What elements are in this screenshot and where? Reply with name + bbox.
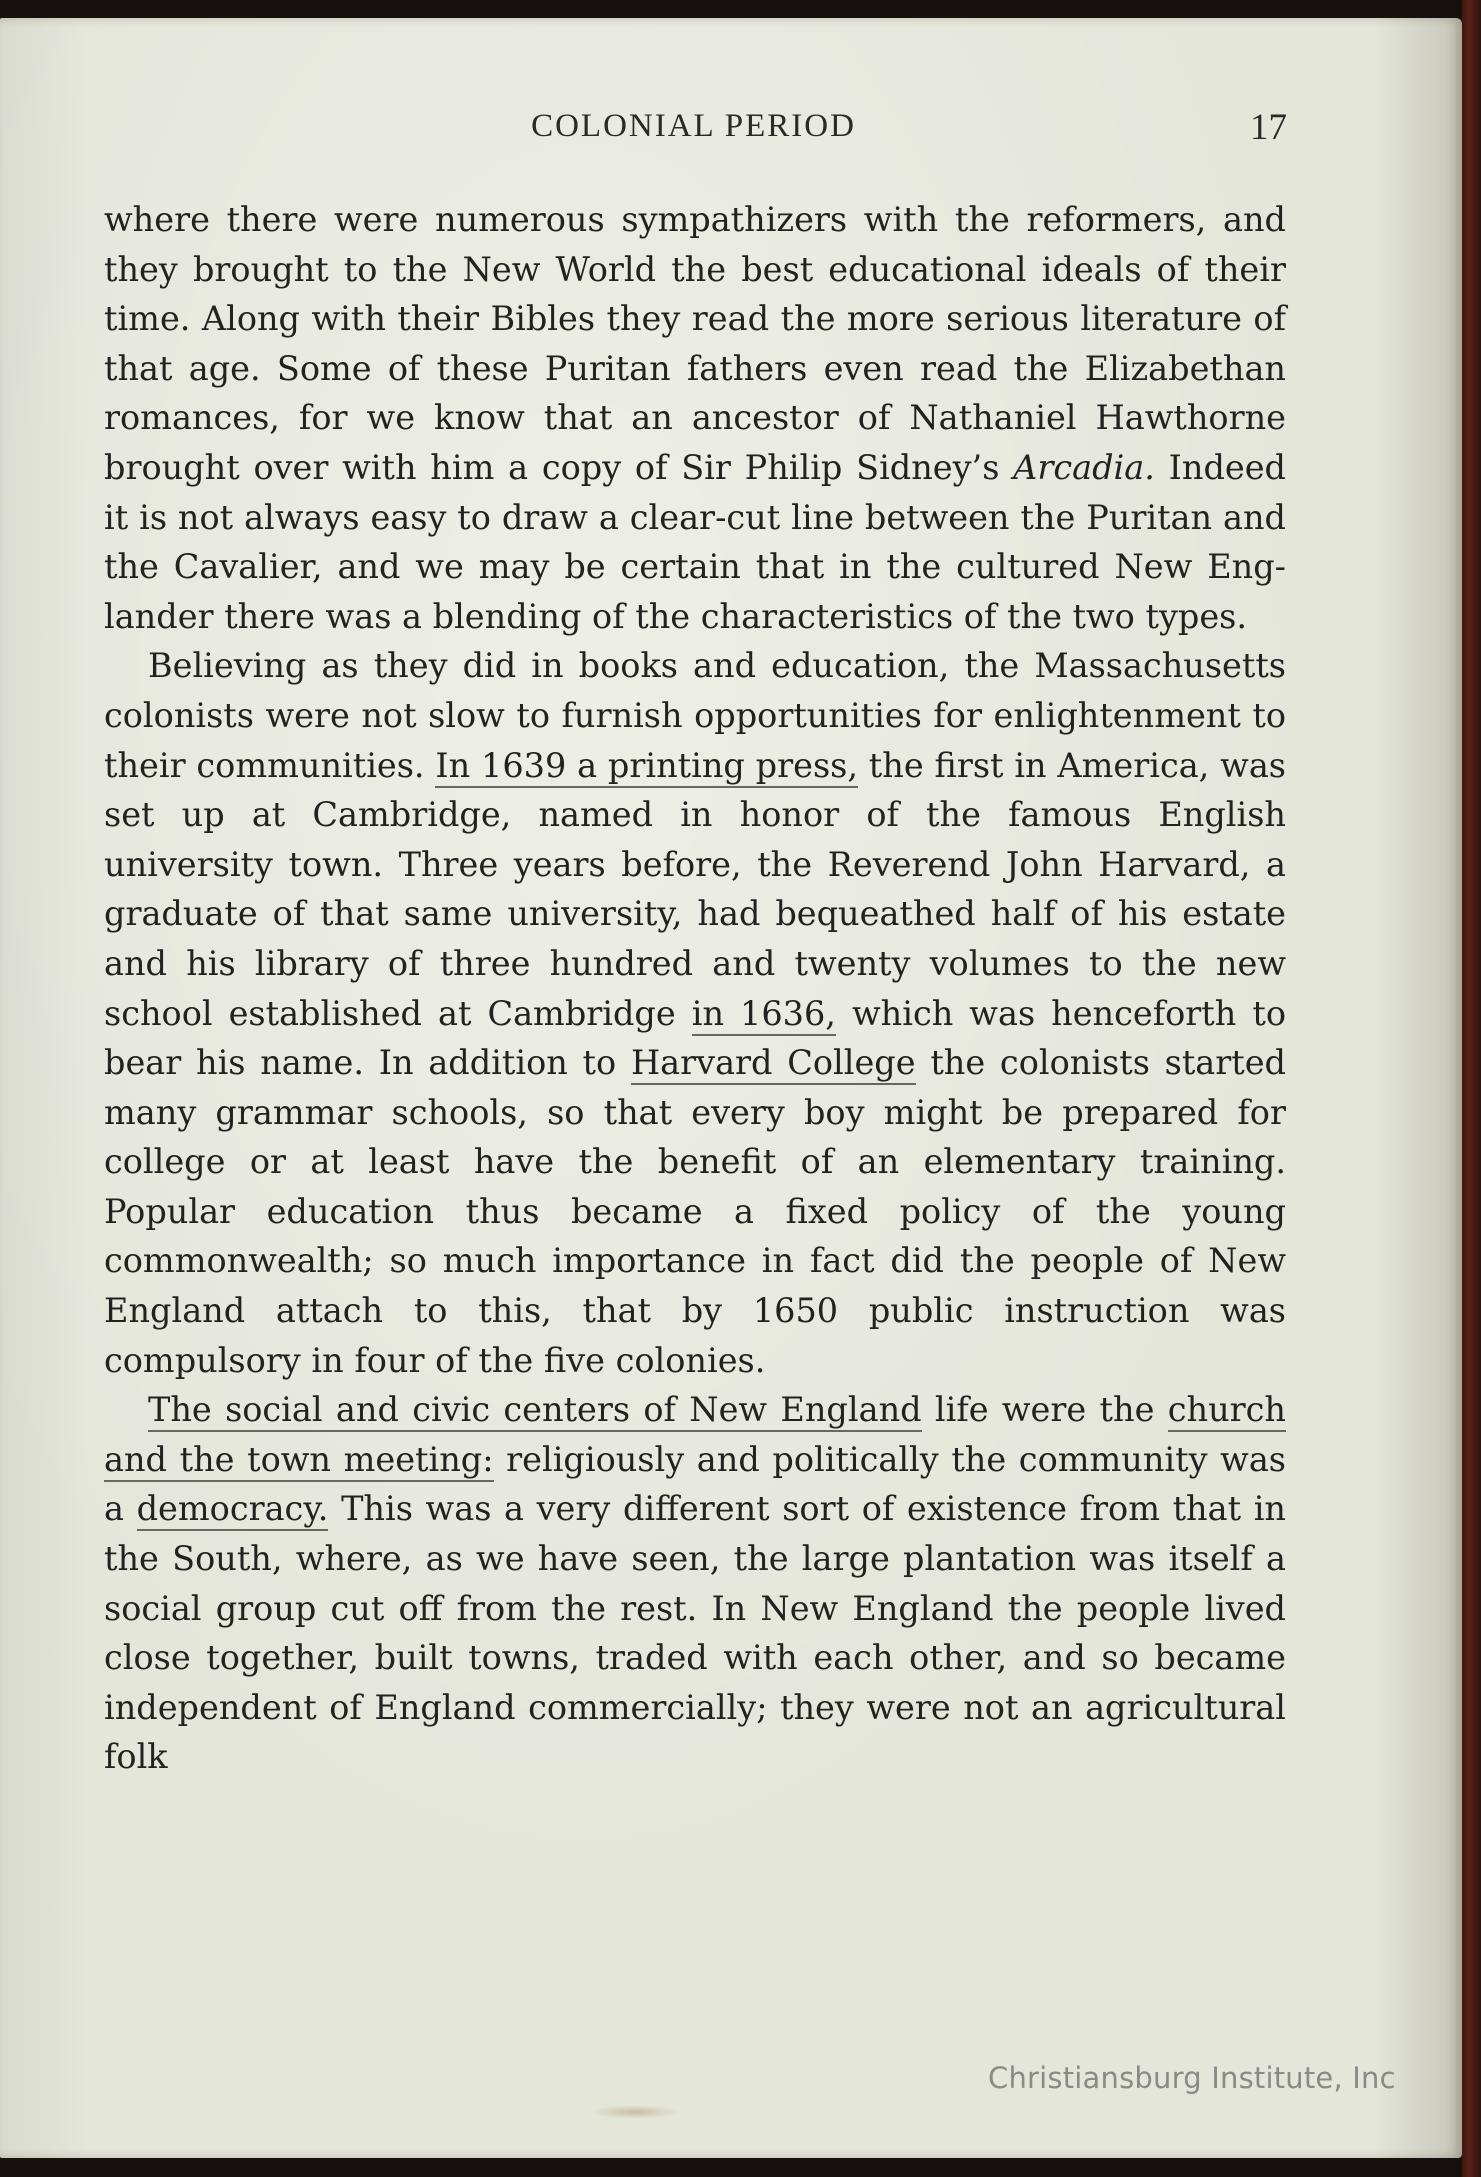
underlined-annotation: in 1636, bbox=[692, 994, 836, 1036]
text-span: Indeed it is not always easy to draw a clear-cut line between the Puritan and the Cavalier, and we may be certain that in the cultured New Englander there was a blending of the characteristics of the two types. bbox=[104, 447, 1286, 636]
text-span: Believing as they did in books and education, the Massachusetts colonists were not slow to furnish opportunities for enlightenment to their communities. bbox=[104, 646, 1286, 785]
text-span: the colonists started many grammar schools, so that every boy might be prepared for college or at least have the benefit of an elementary training. Popular education thus became a fixed policy of the young commonwealth; so much importance in fact did the people of New England attach to this, that by 1650 public instruction was compulsory in four of the five colonies. bbox=[104, 1043, 1286, 1380]
underlined-annotation: The social and civic centers of New England bbox=[148, 1390, 922, 1432]
running-head: COLONIAL PERIOD bbox=[531, 108, 856, 144]
text-span: which was henceforth to bear his name. In addition to bbox=[104, 993, 1286, 1083]
page-header bbox=[100, 108, 1287, 152]
book-edge bbox=[1462, 0, 1481, 2177]
underlined-annotation: In 1639 a printing press, bbox=[435, 746, 858, 788]
page-smudge bbox=[590, 2105, 680, 2119]
text-span: This was a very different sort of existence from that in the South, where, as we have seen, the large plantation was itself a social group cut off from the rest. In New England the people lived close together, built towns, traded with each other, and so became independent of England commercially; they were not an agricultural folk bbox=[104, 1489, 1286, 1777]
paragraph-2 bbox=[104, 641, 1286, 1385]
underlined-annotation: church and the town meeting: bbox=[104, 1390, 1286, 1482]
body-text bbox=[104, 195, 1286, 1782]
watermark: Christiansburg Institute, Inc bbox=[988, 2061, 1396, 2095]
text-span: life were the bbox=[921, 1390, 1168, 1430]
text-span: where there were numerous sympathizers with the reformers, and they brought to the New World the best educational ideals of their time. Along with their Bibles they read the more serious literature of that age. Some of these Puritan fathers even read the Elizabethan romances, for we know that an ancestor of Nathaniel Hawthorne brought over with him a copy of Sir Philip Sidney’s bbox=[104, 200, 1286, 487]
text-span: religiously and politically the community was a bbox=[104, 1439, 1286, 1529]
paragraph-3 bbox=[104, 1385, 1286, 1782]
underlined-annotation: Harvard College bbox=[631, 1043, 916, 1085]
page-number: 17 bbox=[1250, 107, 1287, 148]
paragraph-1 bbox=[104, 195, 1286, 641]
underlined-annotation: democracy. bbox=[137, 1489, 329, 1531]
text-span: the first in America, was set up at Cambridge, named in honor of the famous English university town. Three years before, the Reverend John Harvard, a graduate of that same university, had bequeathed half of his estate and his library of three hundred and twenty volumes to the new school established at Cambridge bbox=[104, 745, 1286, 1033]
italic-title: Arcadia. bbox=[1013, 447, 1155, 487]
